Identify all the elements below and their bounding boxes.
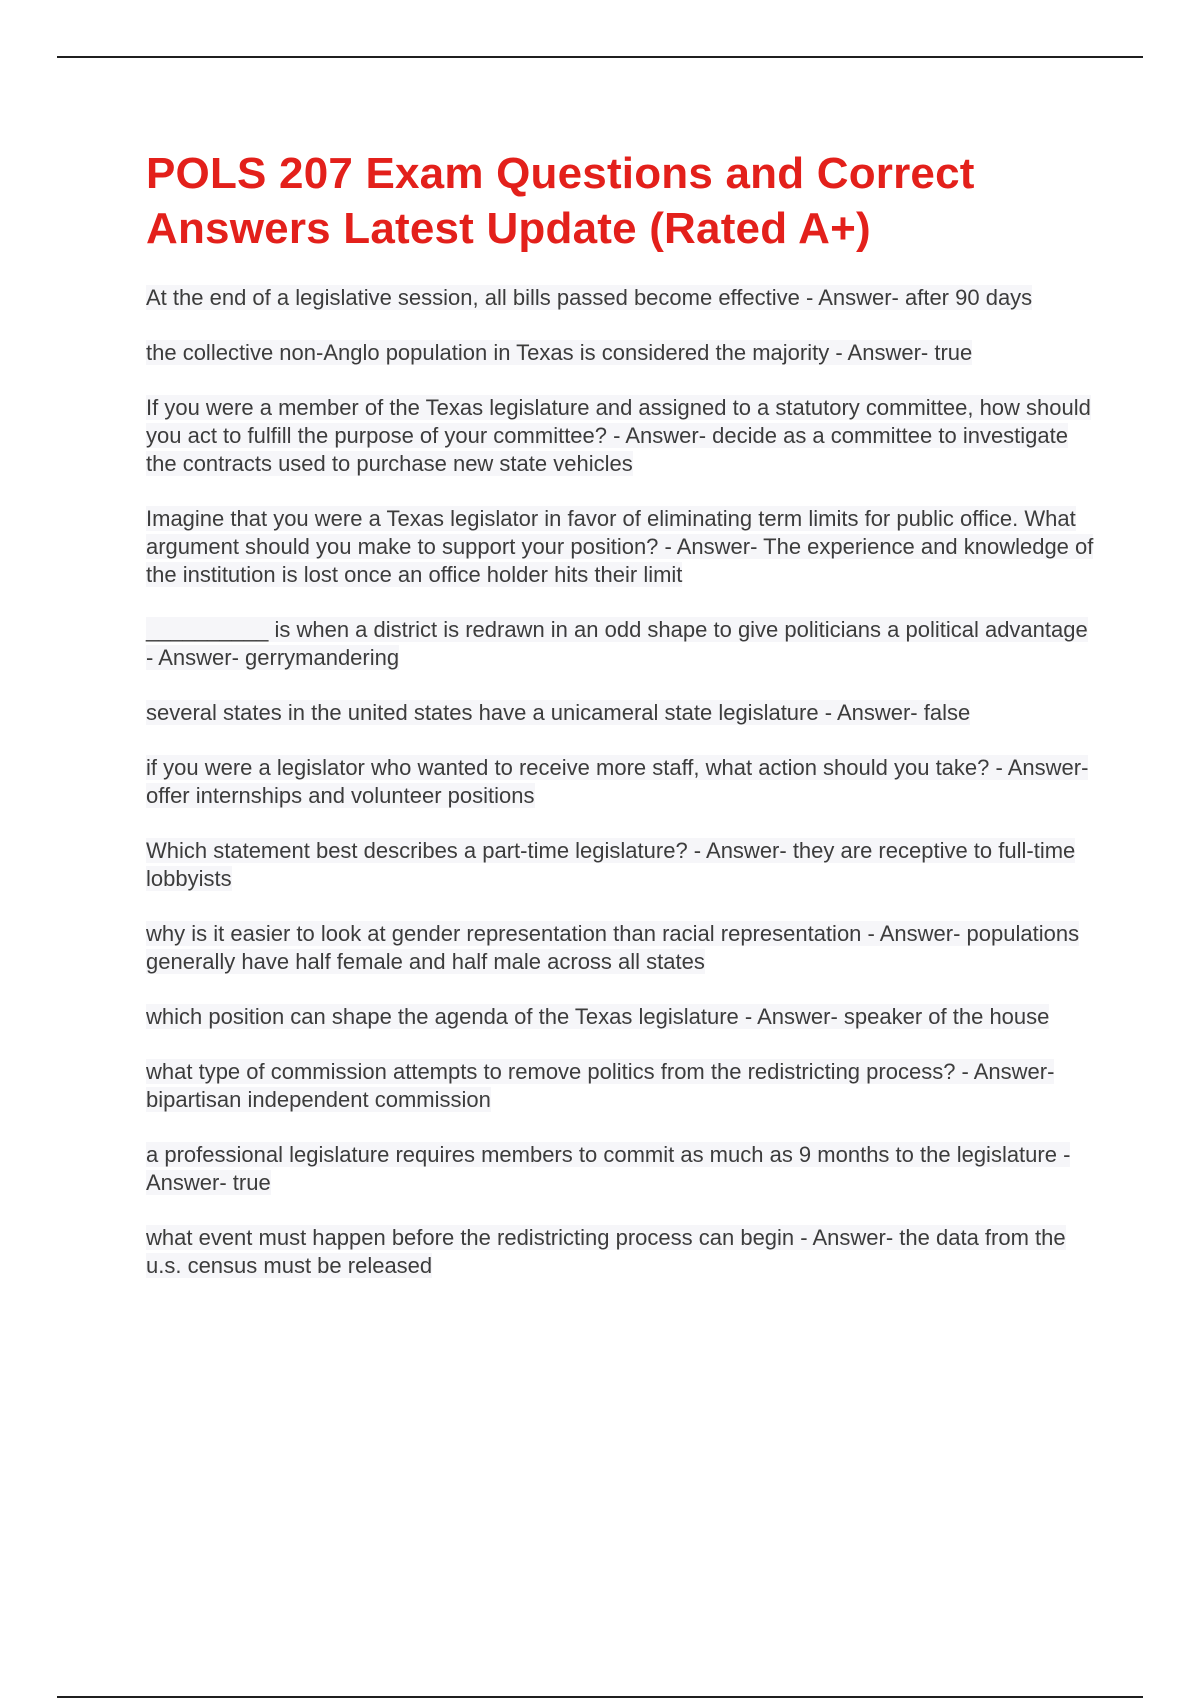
- qa-item: [146, 284, 1096, 312]
- qa-text: why is it easier to look at gender representation than racial representation - Answer- populations generally have half female and half male across all states: [146, 921, 1080, 974]
- qa-text: if you were a legislator who wanted to receive more staff, what action should you take? - Answer- offer internships and volunteer positions: [146, 755, 1089, 808]
- qa-item: [146, 1058, 1096, 1114]
- qa-item: [146, 505, 1096, 589]
- top-rule: [57, 56, 1143, 58]
- qa-text: several states in the united states have a unicameral state legislature - Answer- false: [146, 700, 971, 725]
- qa-text: what event must happen before the redistricting process can begin - Answer- the data from the u.s. census must be released: [146, 1225, 1066, 1278]
- page-content: [146, 146, 1096, 1307]
- qa-text: a professional legislature requires members to commit as much as 9 months to the legislature - Answer- true: [146, 1142, 1071, 1195]
- qa-text: If you were a member of the Texas legislature and assigned to a statutory committee, how should you act to fulfill the purpose of your committee? - Answer- decide as a committee to investigate the contracts used to purchase new state vehicles: [146, 395, 1091, 476]
- qa-text: the collective non-Anglo population in Texas is considered the majority - Answer- true: [146, 340, 973, 365]
- document-title: POLS 207 Exam Questions and Correct Answers Latest Update (Rated A+): [146, 149, 975, 253]
- qa-text: At the end of a legislative session, all bills passed become effective - Answer- after 90 days: [146, 285, 1033, 310]
- qa-text: __________ is when a district is redrawn in an odd shape to give politicians a political advantage - Answer- gerrymandering: [146, 617, 1088, 670]
- qa-list: [146, 284, 1096, 1280]
- bottom-rule: [57, 1696, 1143, 1698]
- qa-item: [146, 1224, 1096, 1280]
- qa-item: [146, 394, 1096, 478]
- qa-item: [146, 754, 1096, 810]
- qa-item: [146, 616, 1096, 672]
- qa-item: [146, 920, 1096, 976]
- qa-item: [146, 699, 1096, 727]
- qa-text: Imagine that you were a Texas legislator in favor of eliminating term limits for public office. What argument should you make to support your position? - Answer- The experience and knowledge of the institution is lost once an office holder hits their limit: [146, 506, 1094, 587]
- qa-item: [146, 1141, 1096, 1197]
- qa-item: [146, 339, 1096, 367]
- qa-text: Which statement best describes a part-time legislature? - Answer- they are receptive to full-time lobbyists: [146, 838, 1076, 891]
- qa-text: which position can shape the agenda of the Texas legislature - Answer- speaker of the house: [146, 1004, 1050, 1029]
- qa-item: [146, 837, 1096, 893]
- qa-item: [146, 1003, 1096, 1031]
- qa-text: what type of commission attempts to remove politics from the redistricting process? - Answer- bipartisan independent commission: [146, 1059, 1055, 1112]
